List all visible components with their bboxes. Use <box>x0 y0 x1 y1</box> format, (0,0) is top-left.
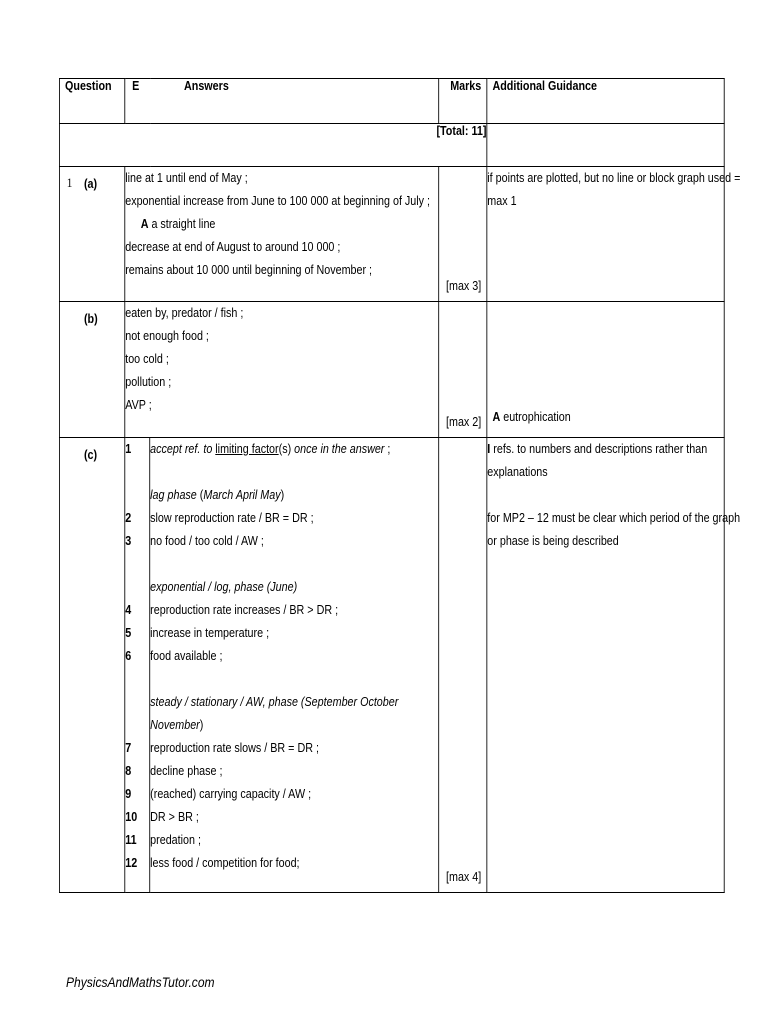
question-cell-1b <box>59 302 124 438</box>
question-part-a: (a) <box>83 177 98 191</box>
question-number: 1 <box>66 175 73 190</box>
answer-line: line at 1 until end of May ; <box>125 171 248 185</box>
header-guidance: Additional Guidance <box>487 79 724 124</box>
header-answers: Answers <box>183 79 229 93</box>
answer-line: not enough food ; <box>125 329 209 343</box>
header-marks: Marks <box>439 79 487 124</box>
steady-months-2: November <box>150 718 200 732</box>
mark-point-number: 3 <box>125 534 132 548</box>
exp-head: exponential / log, phase (June) <box>150 580 298 594</box>
marks-1b <box>439 302 487 438</box>
lag-head: lag phase <box>150 488 197 502</box>
guidance-line <box>487 438 724 461</box>
mark-point-1 <box>150 438 438 461</box>
steady-close: ) <box>199 718 204 732</box>
mark-point-text: predation ; <box>150 833 201 847</box>
marks-1a <box>439 167 487 302</box>
answer-1c <box>150 438 439 893</box>
mp1-underline: limiting factor <box>215 442 279 456</box>
guidance-line: max 1 <box>487 194 517 208</box>
header-e-answers-cell <box>125 79 439 124</box>
mp1-end: ; <box>384 442 391 456</box>
guidance-1c <box>487 438 741 893</box>
guidance-line: if points are plotted, but no line or block graph used = <box>487 171 741 185</box>
mark-point-number: 9 <box>125 787 132 801</box>
answer-line: pollution ; <box>125 375 172 389</box>
max-marks-1b: [max 2] <box>446 415 482 429</box>
mark-point-text: slow reproduction rate / BR = DR ; <box>150 511 314 525</box>
total-marks: [Total: 11] <box>59 124 486 167</box>
answer-line: eaten by, predator / fish ; <box>125 306 244 320</box>
mark-point-number: 4 <box>125 603 132 617</box>
guidance-line <box>492 406 570 429</box>
mark-point-text: food available ; <box>150 649 223 663</box>
mark-point-number: 12 <box>125 856 138 870</box>
ignore-marker: I <box>487 442 491 456</box>
footer-source: PhysicsAndMathsTutor.com <box>66 974 215 990</box>
mark-point-text: DR > BR ; <box>150 810 199 824</box>
row-1a <box>59 167 724 302</box>
mp1-post: once in the answer <box>294 442 385 456</box>
steady-months-1: September October <box>304 695 399 709</box>
header-e: E <box>132 79 140 93</box>
guidance-1a <box>487 167 741 302</box>
answer-line: too cold ; <box>125 352 169 366</box>
exponential-phase-heading <box>150 576 438 599</box>
max-marks-1c: [max 4] <box>446 870 482 884</box>
lag-months: March April May <box>203 488 281 502</box>
mark-point-number: 2 <box>125 511 132 525</box>
total-row <box>59 124 724 167</box>
mp1-mid: (s) <box>278 442 295 456</box>
marks-1c <box>439 438 487 893</box>
total-row-empty <box>487 124 724 167</box>
answer-1b <box>125 302 439 438</box>
guidance-text: refs. to numbers and descriptions rather than <box>493 442 708 456</box>
steady-phase-heading <box>150 691 438 714</box>
lag-phase-heading <box>150 484 438 507</box>
question-cell-1a <box>59 167 124 302</box>
accept-marker: A <box>140 217 149 231</box>
answer-1a <box>125 167 439 302</box>
answer-line: exponential increase from June to 100 000 at beginning of July ; <box>125 194 431 208</box>
question-part-b: (b) <box>83 312 98 326</box>
guidance-line: or phase is being described <box>487 534 619 548</box>
mark-point-text: decline phase ; <box>150 764 223 778</box>
mark-point-number: 10 <box>125 810 138 824</box>
lag-close: ) <box>280 488 285 502</box>
accept-marker: A <box>492 410 501 424</box>
row-1b <box>59 302 724 438</box>
question-part-c: (c) <box>83 448 98 462</box>
guidance-line: for MP2 – 12 must be clear which period of the graph <box>487 511 741 525</box>
mark-point-number: 11 <box>125 833 137 847</box>
max-marks-1a: [max 3] <box>446 279 482 293</box>
steady-head: steady / stationary / AW, phase ( <box>150 695 305 709</box>
mark-point-number: 1 <box>125 442 132 456</box>
mark-point-number: 8 <box>125 764 132 778</box>
mark-point-number: 7 <box>125 741 132 755</box>
mark-point-numbers <box>125 438 150 893</box>
row-1c <box>59 438 724 893</box>
question-cell-1c <box>59 438 124 893</box>
guidance-line: explanations <box>487 465 548 479</box>
mark-scheme-table <box>59 78 741 893</box>
answer-line: decrease at end of August to around 10 000 ; <box>125 240 341 254</box>
mark-point-text: reproduction rate increases / BR > DR ; <box>150 603 339 617</box>
mark-point-text: less food / competition for food; <box>150 856 300 870</box>
mark-point-text: no food / too cold / AW ; <box>150 534 264 548</box>
accept-line <box>125 213 438 236</box>
guidance-text: eutrophication <box>503 410 571 424</box>
header-row <box>59 79 724 124</box>
mark-point-number: 5 <box>125 626 132 640</box>
header-question: Question <box>59 79 124 124</box>
answer-line: AVP ; <box>125 398 152 412</box>
answer-line: remains about 10 000 until beginning of November ; <box>125 263 373 277</box>
mark-point-text: (reached) carrying capacity / AW ; <box>150 787 312 801</box>
mark-point-number: 6 <box>125 649 132 663</box>
steady-phase-heading-cont <box>150 714 438 737</box>
lag-paren: ( <box>196 488 204 502</box>
accept-text: a straight line <box>151 217 216 231</box>
guidance-1b <box>487 302 724 438</box>
mark-point-text: increase in temperature ; <box>150 626 270 640</box>
mark-point-text: reproduction rate slows / BR = DR ; <box>150 741 319 755</box>
mp1-pre: accept ref. to <box>150 442 216 456</box>
